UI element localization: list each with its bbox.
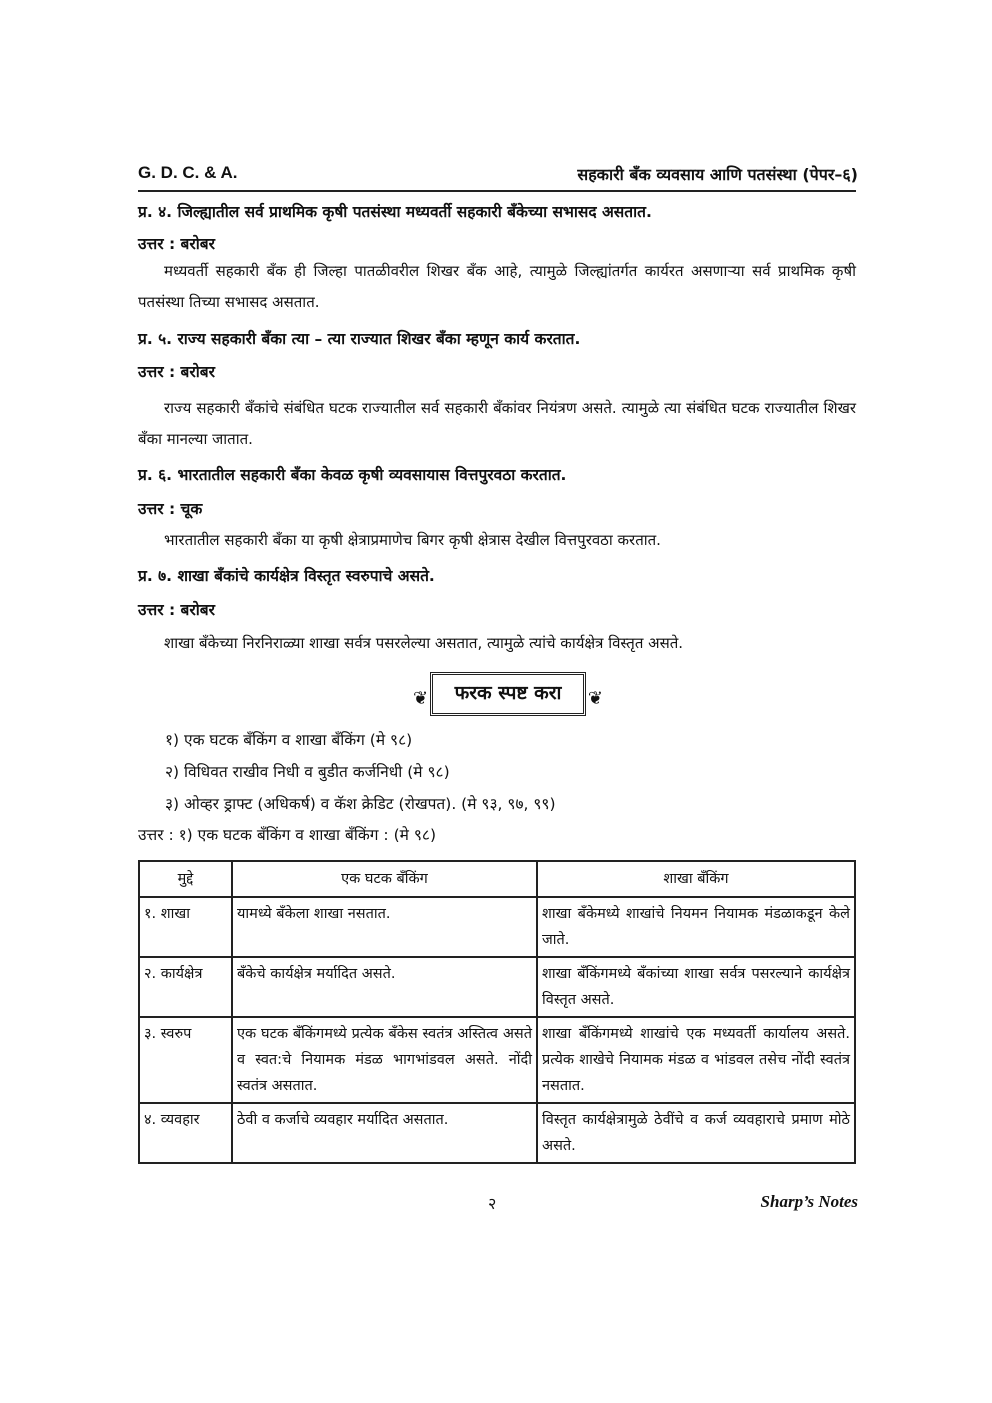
table-cell: १. शाखा [139, 897, 232, 957]
explanation-7: शाखा बँकेच्या निरनिराळ्या शाखा सर्वत्र पसरलेल्या असतात, त्यामुळे त्यांचे कार्यक्षेत्र विस्तृत असते. [164, 634, 684, 652]
table-cell: शाखा बँकिंगमध्ये बँकांच्या शाखा सर्वत्र पसरल्याने कार्यक्षेत्र विस्तृत असते. [537, 957, 855, 1017]
table-cell: शाखा बँकिंगमध्ये शाखांचे एक मध्यवर्ती कार्यालय असते. प्रत्येक शाखेचे नियामक मंडळ व भांडवल तसेच नोंदी स्वतंत्र नसतात. [537, 1017, 855, 1103]
header-left: G. D. C. & A. [138, 163, 238, 182]
answer-5: उत्तर : बरोबर [138, 363, 215, 381]
table-cell: यामध्ये बँकेला शाखा नसतात. [232, 897, 537, 957]
explanation-6: भारतातील सहकारी बँका या कृषी क्षेत्राप्रमाणेच बिगर कृषी क्षेत्रास देखील वित्तपुरवठा करतात. [164, 531, 661, 549]
question-4: प्र. ४. जिल्ह्यातील सर्व प्राथमिक कृषी पतसंस्था मध्यवर्ती सहकारी बँकेच्या सभासद असतात. [138, 203, 652, 221]
column-header: शाखा बँकिंग [537, 861, 855, 897]
explanation-5: राज्य सहकारी बँकांचे संबंधित घटक राज्यातील सर्व सहकारी बँकांवर नियंत्रण असते. त्यामुळे त्या संबंधित घटक राज्यातील शिखर बँका मानल्या जातात. [138, 399, 856, 448]
table-cell: विस्तृत कार्यक्षेत्रामुळे ठेवींचे व कर्ज व्यवहाराचे प्रमाण मोठे असते. [537, 1103, 855, 1163]
answer-7: उत्तर : बरोबर [138, 601, 215, 619]
answer-6: उत्तर : चूक [138, 500, 203, 518]
section-banner: ❦ फरक स्पष्ट करा ❦ [430, 672, 586, 716]
explanation-4: मध्यवर्ती सहकारी बँक ही जिल्हा पातळीवरील शिखर बँक आहे, त्यामुळे जिल्ह्यांतर्गत कार्यरत असणाऱ्या सर्व प्राथमिक कृषी पतसंस्था तिच्या सभासद असतात. [138, 262, 856, 311]
table-header-row [139, 861, 855, 897]
column-header: मुद्दे [139, 861, 232, 897]
table-cell: २. कार्यक्षेत्र [139, 957, 232, 1017]
table-cell: शाखा बँकेमध्ये शाखांचे नियमन नियामक मंडळाकडून केले जाते. [537, 897, 855, 957]
table-cell: बँकेचे कार्यक्षेत्र मर्यादित असते. [232, 957, 537, 1017]
list-item: २) विधिवत राखीव निधी व बुडीत कर्जनिधी (मे ९८) [165, 763, 450, 781]
question-7: प्र. ७. शाखा बँकांचे कार्यक्षेत्र विस्तृत स्वरुपाचे असते. [138, 567, 435, 585]
column-header: एक घटक बँकिंग [232, 861, 537, 897]
table-row [139, 1103, 855, 1163]
table-cell: ३. स्वरुप [139, 1017, 232, 1103]
question-6: प्र. ६. भारतातील सहकारी बँका केवळ कृषी व्यवसायास वित्तपुरवठा करतात. [138, 466, 567, 484]
table-cell: एक घटक बँकिंगमध्ये प्रत्येक बँकेस स्वतंत्र अस्तित्व असते व स्वत:चे नियामक मंडळ भागभांडवल असते. नोंदी स्वतंत्र असतात. [232, 1017, 537, 1103]
footer-brand: Sharp’s Notes [760, 1192, 858, 1211]
question-5: प्र. ५. राज्य सहकारी बँका त्या – त्या राज्यात शिखर बँका म्हणून कार्य करतात. [138, 330, 581, 348]
table-row [139, 957, 855, 1017]
table-cell: ठेवी व कर्जाचे व्यवहार मर्यादित असतात. [232, 1103, 537, 1163]
table-cell: ४. व्यवहार [139, 1103, 232, 1163]
header-rule [138, 190, 856, 192]
comparison-table [138, 860, 856, 1164]
header-right: सहकारी बँक व्यवसाय आणि पतसंस्था (पेपर–६) [577, 165, 858, 184]
table-row [139, 1017, 855, 1103]
list-item: ३) ओव्हर ड्राफ्ट (अधिकर्ष) व कॅश क्रेडिट (रोखपत). (मे ९३, ९७, ९९) [165, 795, 556, 813]
answer-heading: उत्तर : १) एक घटक बँकिंग व शाखा बँकिंग : (मे ९८) [138, 826, 436, 844]
table-row [139, 897, 855, 957]
answer-4: उत्तर : बरोबर [138, 235, 215, 253]
list-item: १) एक घटक बँकिंग व शाखा बँकिंग (मे ९८) [165, 731, 413, 749]
page-number: २ [488, 1194, 497, 1213]
